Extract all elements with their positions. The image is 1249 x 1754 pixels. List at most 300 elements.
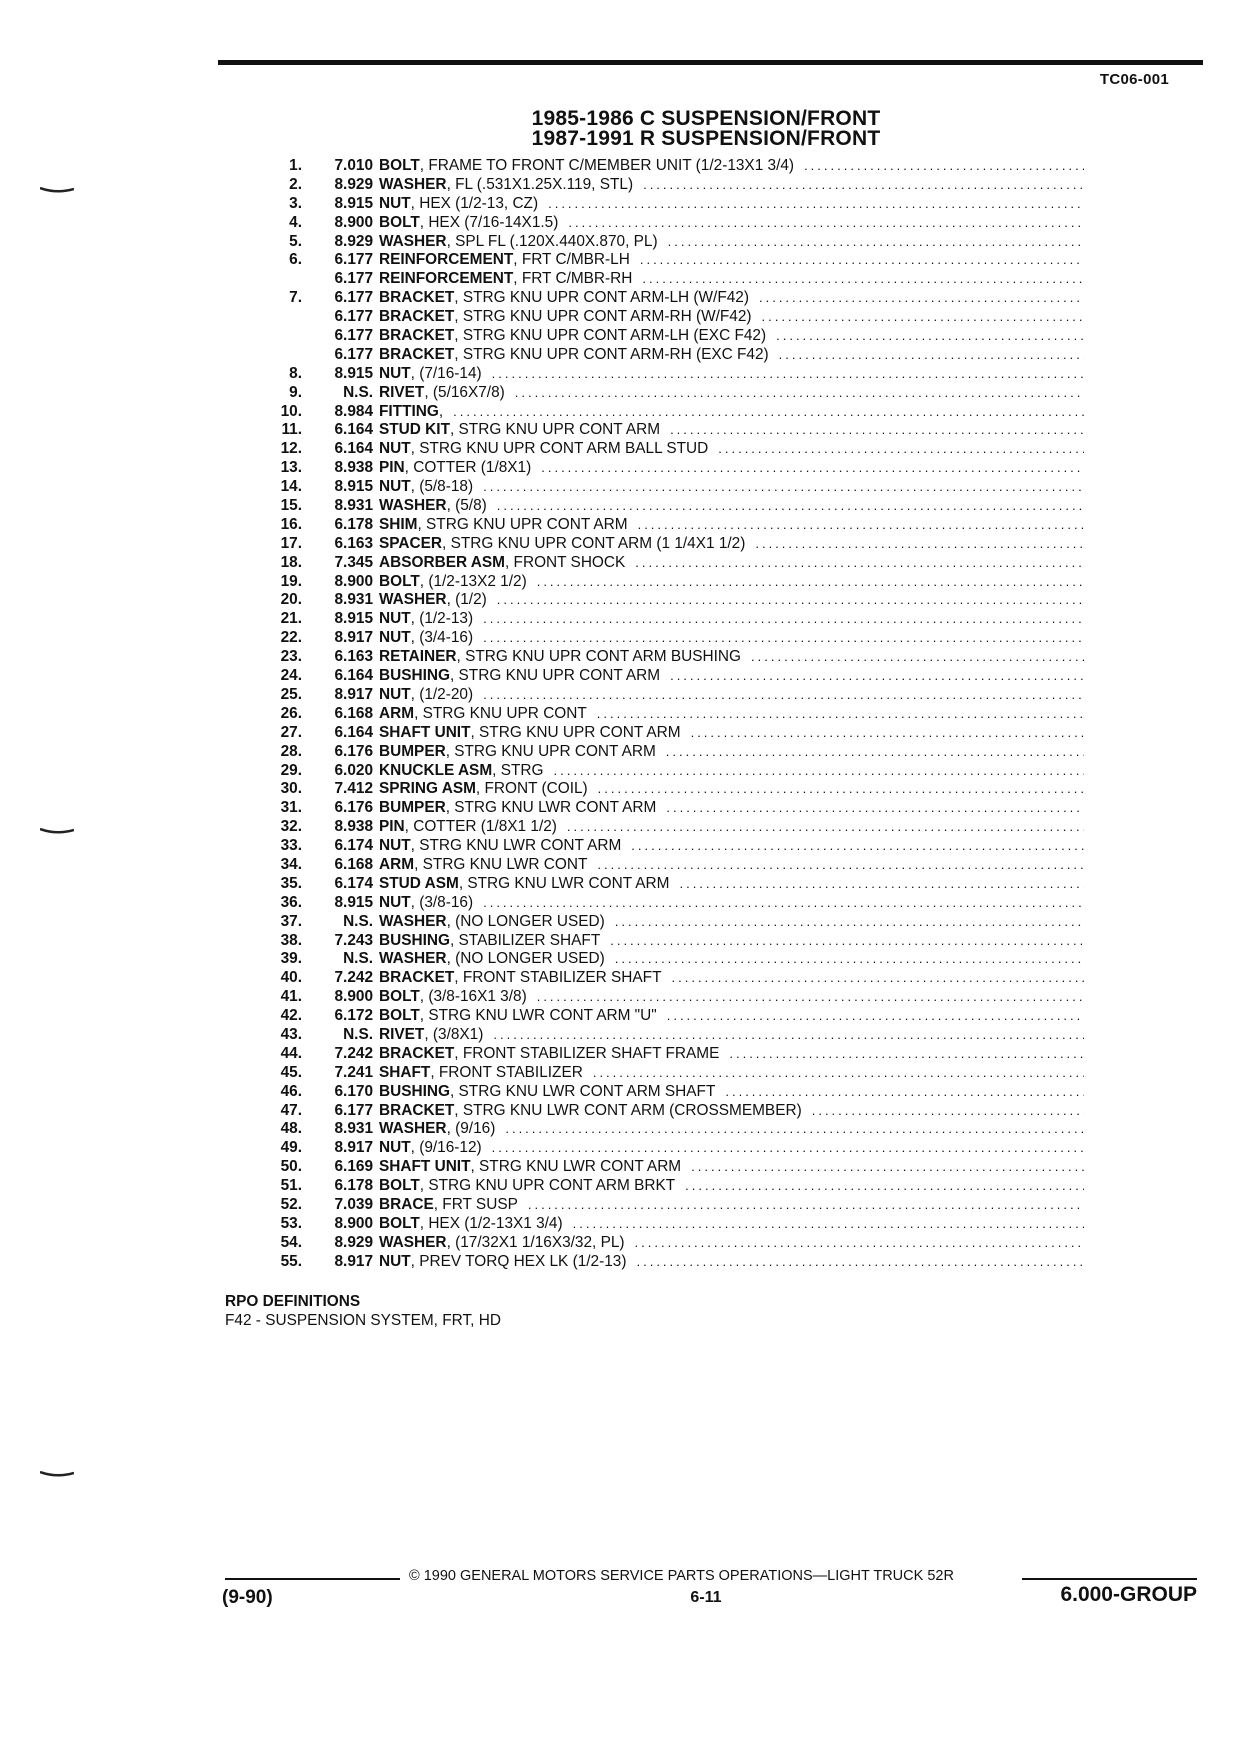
group-number: 6.169 (334, 1158, 373, 1176)
part-detail: , COTTER (1/8X1) (405, 459, 532, 478)
dot-leader (483, 478, 1084, 497)
item-number: 50. (280, 1158, 302, 1176)
item-number: 41. (280, 988, 302, 1006)
group-number: 8.900 (334, 213, 373, 231)
item-number: 29. (280, 761, 302, 779)
item-number: 2. (289, 175, 302, 193)
part-description (379, 1064, 1084, 1083)
parts-row (262, 176, 1084, 195)
part-name: PIN (379, 818, 405, 836)
group-number: 6.168 (334, 855, 373, 873)
part-name: WASHER (379, 912, 447, 930)
item-number: 16. (280, 515, 302, 533)
group-number: 6.177 (334, 327, 373, 345)
part-name: BRACKET (379, 345, 455, 363)
parts-row (262, 705, 1084, 724)
part-detail: , (5/8-18) (411, 478, 473, 497)
part-detail: , (NO LONGER USED) (447, 913, 605, 932)
group-number: 6.176 (334, 742, 373, 760)
part-detail: , FRT C/MBR-LH (513, 251, 630, 270)
group-number: 6.177 (334, 345, 373, 363)
part-name: BRACKET (379, 969, 455, 987)
part-name: BUMPER (379, 799, 446, 817)
dot-leader (553, 762, 1084, 781)
part-name: REINFORCEMENT (379, 270, 514, 288)
part-detail: , HEX (7/16-14X1.5) (420, 214, 559, 233)
part-name: BUSHING (379, 1082, 450, 1100)
part-detail: , STRG KNU UPR CONT ARM BALL STUD (411, 440, 709, 459)
item-number: 23. (280, 648, 302, 666)
part-description (379, 289, 1084, 308)
item-number: 18. (280, 553, 302, 571)
part-detail: , STRG KNU UPR CONT ARM (470, 724, 680, 743)
parts-row (262, 1045, 1084, 1064)
parts-row (262, 1196, 1084, 1215)
parts-row (262, 856, 1084, 875)
parts-row (262, 1064, 1084, 1083)
part-name: WASHER (379, 232, 447, 250)
dot-leader (492, 1139, 1084, 1158)
part-description (379, 950, 1084, 969)
part-detail: , STRG KNU LWR CONT ARM (CROSSMEMBER) (454, 1102, 801, 1121)
part-detail: , (3/8X1) (424, 1026, 483, 1045)
part-description (379, 1139, 1084, 1158)
group-number: N.S. (343, 950, 373, 968)
part-detail: , FRONT STABILIZER SHAFT (454, 969, 661, 988)
part-name: RETAINER (379, 648, 457, 666)
group-number: 6.168 (334, 704, 373, 722)
binder-hole-mark (40, 828, 74, 834)
dot-leader (679, 875, 1084, 894)
part-name: BOLT (379, 988, 420, 1006)
item-number: 37. (280, 912, 302, 930)
part-description (379, 969, 1084, 988)
dot-leader (670, 667, 1084, 686)
group-number: 6.164 (334, 723, 373, 741)
item-number: 44. (280, 1044, 302, 1062)
dot-leader (776, 327, 1084, 346)
part-description (379, 1045, 1084, 1064)
part-detail: , STRG KNU LWR CONT ARM "U" (420, 1007, 657, 1026)
dot-leader (779, 346, 1084, 365)
parts-row (262, 157, 1084, 176)
part-name: NUT (379, 1139, 411, 1157)
item-number: 46. (280, 1082, 302, 1100)
parts-row (262, 346, 1084, 365)
item-number: 6. (289, 251, 302, 269)
part-name: SPRING ASM (379, 780, 476, 798)
parts-row (262, 686, 1084, 705)
part-detail: , FRONT STABILIZER SHAFT FRAME (454, 1045, 719, 1064)
dot-leader (537, 573, 1084, 592)
dot-leader (568, 214, 1084, 233)
dot-leader (515, 384, 1084, 403)
item-number (262, 270, 302, 289)
parts-row (262, 421, 1084, 440)
parts-row (262, 1120, 1084, 1139)
parts-row (262, 384, 1084, 403)
part-detail: , STRG KNU LWR CONT (414, 856, 587, 875)
group-number: 7.345 (334, 553, 373, 571)
part-name: BRACKET (379, 289, 455, 307)
part-detail: , (3/8-16X1 3/8) (420, 988, 527, 1007)
group-number: 6.174 (334, 837, 373, 855)
part-name: RIVET (379, 1025, 425, 1043)
item-number: 19. (280, 572, 302, 590)
part-description (379, 610, 1084, 629)
dot-leader (483, 894, 1084, 913)
group-number: 8.984 (334, 402, 373, 420)
group-number: 6.177 (334, 1101, 373, 1119)
parts-row (262, 1177, 1084, 1196)
group-number: 8.929 (334, 232, 373, 250)
item-number: 28. (280, 742, 302, 760)
part-description (379, 724, 1084, 743)
part-name: BOLT (379, 1177, 420, 1195)
item-number: 13. (280, 459, 302, 477)
dot-leader (548, 195, 1084, 214)
parts-row (262, 610, 1084, 629)
group-number: 6.177 (334, 251, 373, 269)
part-detail: , FRONT STABILIZER (430, 1064, 583, 1083)
part-name: NUT (379, 194, 411, 212)
group-number: 7.243 (334, 931, 373, 949)
dot-leader (615, 913, 1084, 932)
part-detail: , FL (.531X1.25X.119, STL) (447, 176, 634, 195)
footer-page-number: 6-11 (690, 1589, 722, 1606)
page-title-line-1: 1985-1986 C SUSPENSION/FRONT (531, 107, 881, 130)
part-name: WASHER (379, 1233, 447, 1251)
item-number: 53. (280, 1214, 302, 1232)
part-description (379, 591, 1084, 610)
part-name: BRACKET (379, 327, 455, 345)
dot-leader (667, 1007, 1084, 1026)
dot-leader (497, 497, 1084, 516)
parts-row (262, 1158, 1084, 1177)
parts-row (262, 799, 1084, 818)
part-name: KNUCKLE ASM (379, 761, 493, 779)
dot-leader (668, 233, 1084, 252)
parts-row (262, 459, 1084, 478)
part-name: STUD ASM (379, 874, 459, 892)
group-number: 8.917 (334, 1252, 373, 1270)
item-number: 22. (280, 629, 302, 647)
part-name: RIVET (379, 383, 425, 401)
item-number: 14. (280, 478, 302, 496)
part-detail: , STRG KNU UPR CONT ARM (1 1/4X1 1/2) (442, 535, 745, 554)
item-number: 9. (289, 383, 302, 401)
parts-row (262, 214, 1084, 233)
part-description (379, 157, 1084, 176)
binder-hole-mark (40, 187, 74, 193)
part-name: WASHER (379, 497, 447, 515)
dot-leader (751, 648, 1084, 667)
item-number: 15. (280, 497, 302, 515)
part-description (379, 421, 1084, 440)
item-number: 26. (280, 704, 302, 722)
item-number: 10. (280, 402, 302, 420)
group-number: N.S. (343, 1025, 373, 1043)
part-detail: , PREV TORQ HEX LK (1/2-13) (411, 1253, 627, 1272)
group-number: 6.177 (334, 308, 373, 326)
item-number: 31. (280, 799, 302, 817)
parts-row (262, 1083, 1084, 1102)
part-description (379, 440, 1084, 459)
dot-leader (642, 270, 1084, 289)
part-detail: , (7/16-14) (411, 365, 482, 384)
part-description (379, 554, 1084, 573)
part-description (379, 384, 1084, 403)
item-number: 34. (280, 855, 302, 873)
dot-leader (597, 856, 1084, 875)
item-number: 33. (280, 837, 302, 855)
part-name: WASHER (379, 591, 447, 609)
part-name: BOLT (379, 1007, 420, 1025)
dot-leader (610, 932, 1084, 951)
part-description (379, 780, 1084, 799)
dot-leader (718, 440, 1084, 459)
dot-leader (636, 1253, 1084, 1272)
dot-leader (493, 1026, 1084, 1045)
part-detail: , STRG KNU LWR CONT ARM (411, 837, 622, 856)
group-number: 6.178 (334, 1177, 373, 1195)
parts-row (262, 780, 1084, 799)
part-name: BUSHING (379, 667, 450, 685)
part-description (379, 705, 1084, 724)
parts-row (262, 573, 1084, 592)
item-number: 48. (280, 1120, 302, 1138)
dot-leader (537, 988, 1084, 1007)
item-number: 25. (280, 685, 302, 703)
group-number: 8.931 (334, 591, 373, 609)
dot-leader (492, 365, 1084, 384)
part-name: ARM (379, 704, 415, 722)
part-detail: , STRG KNU UPR CONT (414, 705, 587, 724)
group-number: 6.174 (334, 874, 373, 892)
item-number: 12. (280, 440, 302, 458)
part-name: BUMPER (379, 742, 446, 760)
part-description (379, 988, 1084, 1007)
part-name: SHIM (379, 515, 418, 533)
part-name: NUT (379, 893, 411, 911)
group-number: 8.900 (334, 988, 373, 1006)
group-number: N.S. (343, 912, 373, 930)
group-number: 6.170 (334, 1082, 373, 1100)
part-name: SHAFT (379, 1063, 431, 1081)
part-detail: , (1/2) (447, 591, 487, 610)
item-number: 52. (280, 1195, 302, 1213)
parts-row (262, 440, 1084, 459)
dot-leader (691, 724, 1084, 743)
part-description (379, 497, 1084, 516)
dot-leader (638, 516, 1084, 535)
dot-leader (615, 950, 1084, 969)
group-number: 8.915 (334, 364, 373, 382)
part-description (379, 799, 1084, 818)
part-name: WASHER (379, 175, 447, 193)
item-number: 40. (280, 969, 302, 987)
item-number: 42. (280, 1007, 302, 1025)
dot-leader (635, 554, 1084, 573)
item-number: 36. (280, 893, 302, 911)
parts-row (262, 308, 1084, 327)
parts-row (262, 591, 1084, 610)
part-detail: , (17/32X1 1/16X3/32, PL) (447, 1234, 625, 1253)
part-name: BUSHING (379, 931, 450, 949)
item-number: 43. (280, 1025, 302, 1043)
dot-leader (597, 705, 1084, 724)
part-detail: , STRG KNU UPR CONT ARM BUSHING (457, 648, 741, 667)
dot-leader (762, 308, 1084, 327)
item-number: 17. (280, 534, 302, 552)
item-number: 55. (280, 1252, 302, 1270)
part-name: NUT (379, 440, 411, 458)
parts-row (262, 327, 1084, 346)
group-number: 8.938 (334, 459, 373, 477)
part-description (379, 327, 1084, 346)
rpo-definitions (225, 1292, 501, 1330)
part-description (379, 251, 1084, 270)
part-description (379, 818, 1084, 837)
item-number: 4. (289, 213, 302, 231)
item-number: 1. (289, 157, 302, 174)
part-name: ABSORBER ASM (379, 553, 505, 571)
part-description (379, 1158, 1084, 1177)
group-number: 8.915 (334, 478, 373, 496)
item-number (262, 327, 302, 346)
part-detail: , STRG KNU LWR CONT ARM (459, 875, 670, 894)
item-number: 49. (280, 1139, 302, 1157)
item-number: 27. (280, 723, 302, 741)
group-number: 7.412 (334, 780, 373, 798)
part-detail: , FRT SUSP (434, 1196, 518, 1215)
part-name: WASHER (379, 950, 447, 968)
part-description (379, 875, 1084, 894)
dot-leader (666, 743, 1084, 762)
part-detail: , STABILIZER SHAFT (450, 932, 600, 951)
part-description (379, 1083, 1084, 1102)
part-description (379, 233, 1084, 252)
part-detail: , STRG KNU LWR CONT ARM (446, 799, 657, 818)
group-number: 6.164 (334, 440, 373, 458)
item-number: 32. (280, 818, 302, 836)
parts-row (262, 818, 1084, 837)
dot-leader (804, 157, 1084, 176)
top-rule (218, 60, 1203, 65)
part-description (379, 932, 1084, 951)
part-name: WASHER (379, 1120, 447, 1138)
footer-copyright: © 1990 GENERAL MOTORS SERVICE PARTS OPERATIONS—LIGHT TRUCK 52R (409, 1568, 954, 1584)
parts-row (262, 969, 1084, 988)
part-description (379, 1102, 1084, 1121)
binder-hole-mark (40, 1471, 74, 1477)
parts-row (262, 403, 1084, 422)
part-name: ARM (379, 855, 415, 873)
part-description (379, 1177, 1084, 1196)
group-number: 6.177 (334, 270, 373, 288)
item-number: 30. (280, 780, 302, 798)
item-number: 47. (280, 1101, 302, 1119)
dot-leader (483, 686, 1084, 705)
part-name: NUT (379, 1252, 411, 1270)
rpo-definition: F42 - SUSPENSION SYSTEM, FRT, HD (225, 1312, 501, 1329)
part-detail: , (1/2-13X2 1/2) (420, 573, 527, 592)
dot-leader (567, 818, 1084, 837)
part-name: NUT (379, 629, 411, 647)
group-number: 8.915 (334, 610, 373, 628)
part-detail: , STRG KNU LWR CONT ARM SHAFT (450, 1083, 715, 1102)
dot-leader (755, 535, 1084, 554)
part-description (379, 516, 1084, 535)
part-name: BOLT (379, 213, 420, 231)
dot-leader (593, 1064, 1084, 1083)
part-name: PIN (379, 459, 405, 477)
part-description (379, 1007, 1084, 1026)
part-name: BOLT (379, 157, 420, 174)
part-description (379, 1196, 1084, 1215)
footer-group: 6.000-GROUP (1060, 1583, 1197, 1606)
parts-row (262, 667, 1084, 686)
group-number: 6.172 (334, 1007, 373, 1025)
group-number: 8.917 (334, 629, 373, 647)
part-description (379, 195, 1084, 214)
group-number: 6.164 (334, 421, 373, 439)
part-detail: , SPL FL (.120X.440X.870, PL) (447, 233, 658, 252)
item-number: 39. (280, 950, 302, 968)
dot-leader (670, 421, 1084, 440)
dot-leader (672, 969, 1085, 988)
part-description (379, 762, 1084, 781)
part-description (379, 629, 1084, 648)
rpo-heading: RPO DEFINITIONS (225, 1293, 361, 1310)
part-detail: , HEX (1/2-13, CZ) (411, 195, 538, 214)
parts-row (262, 724, 1084, 743)
part-detail: , (9/16-12) (411, 1139, 482, 1158)
part-detail: , STRG KNU UPR CONT ARM BRKT (420, 1177, 675, 1196)
parts-row (262, 289, 1084, 308)
part-name: SPACER (379, 534, 442, 552)
group-number: 8.929 (334, 175, 373, 193)
part-description (379, 308, 1084, 327)
item-number: 51. (280, 1177, 302, 1195)
parts-row (262, 1234, 1084, 1253)
parts-row (262, 478, 1084, 497)
part-detail: , STRG KNU UPR CONT ARM (450, 667, 660, 686)
dot-leader (497, 591, 1084, 610)
part-detail: , (5/16X7/8) (424, 384, 504, 403)
part-detail: , (NO LONGER USED) (447, 950, 605, 969)
item-number: 38. (280, 931, 302, 949)
part-name: SHAFT UNIT (379, 723, 471, 741)
part-detail: , (5/8) (447, 497, 487, 516)
part-description (379, 1215, 1084, 1234)
part-description (379, 573, 1084, 592)
group-number: 8.900 (334, 572, 373, 590)
group-number: 6.020 (334, 761, 373, 779)
dot-leader (640, 251, 1084, 270)
part-detail (439, 403, 443, 422)
item-number: 20. (280, 591, 302, 609)
part-detail: , STRG KNU UPR CONT ARM (450, 421, 660, 440)
part-detail: , STRG KNU UPR CONT ARM-LH (W/F42) (454, 289, 749, 308)
parts-row (262, 1253, 1084, 1272)
parts-row (262, 365, 1084, 384)
group-number: 7.242 (334, 1044, 373, 1062)
part-detail: , COTTER (1/8X1 1/2) (405, 818, 557, 837)
page-title-line-2: 1987-1991 R SUSPENSION/FRONT (531, 127, 881, 150)
part-description (379, 1253, 1084, 1272)
item-number (262, 346, 302, 365)
